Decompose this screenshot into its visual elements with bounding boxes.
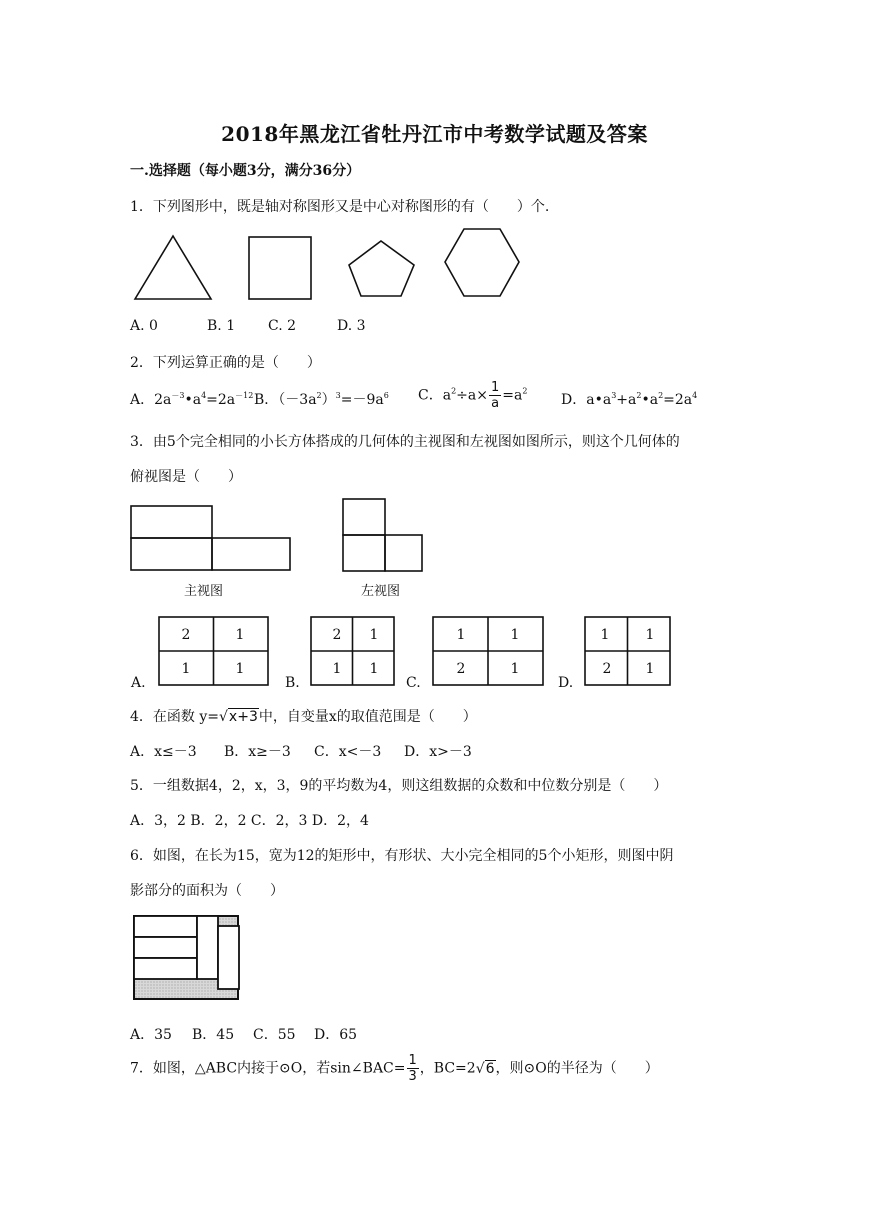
q6-option-c: C．55 (253, 1027, 296, 1043)
grid-b-cell: 1 (332, 661, 342, 677)
q4-option-d: D．x>－3 (404, 744, 472, 760)
q2-fraction: $\frac{1}{a}$ (490, 380, 500, 411)
grid-d-cell: 1 (600, 627, 610, 643)
sqrt-expression: √x+3 (219, 709, 258, 725)
q6-option-a: A．35 (130, 1027, 172, 1043)
grid-c-cell: 1 (510, 661, 520, 677)
q5-stem: 5．一组数据4，2，x，3，9的平均数为4，则这组数据的众数和中位数分别是（ ） (130, 778, 668, 794)
q3-option-c: C. (406, 675, 421, 691)
small-rectangle (134, 916, 197, 937)
q4-option-c: C．x<－3 (314, 744, 382, 760)
q6-option-b: B．45 (192, 1027, 235, 1043)
grid-d-cell: 2 (602, 661, 612, 677)
q5-options: A．3，2 B．2，2 C．2，3 D．2，4 (130, 813, 369, 829)
q1-option-d: D. 3 (337, 318, 366, 334)
grid-d-cell: 1 (645, 627, 655, 643)
left-view-label: 左视图 (361, 584, 401, 599)
q4-option-a: A．x≤－3 (130, 744, 197, 760)
grid-c-cell: 1 (510, 627, 520, 643)
q2-option-b: B．$(-3a^2)^3=-9a^6$ (254, 391, 389, 408)
q3-stem-line2: 俯视图是（ ） (130, 469, 242, 485)
grid-a-cell: 2 (181, 627, 191, 643)
q3-option-a: A. (131, 675, 146, 691)
q1-stem: 1．下列图形中，既是轴对称图形又是中心对称图形的有（ ）个. (130, 199, 550, 215)
q3-stem-line1: 3．由5个完全相同的小长方体搭成的几何体的主视图和左视图如图所示，则这个几何体的 (130, 434, 680, 450)
small-rectangle (218, 926, 239, 989)
grid-a-cell: 1 (235, 661, 245, 677)
grid-b-cell: 1 (369, 661, 379, 677)
page-title: 2018年黑龙江省牡丹江市中考数学试题及答案 (221, 122, 648, 146)
q7-fraction: $\frac{1}{3}$ (408, 1053, 417, 1084)
section-heading: 一.选择题（每小题3分，满分36分） (130, 163, 361, 179)
q4-stem: 4．在函数 y=√x+3中，自变量x的取值范围是（ ） (130, 709, 477, 725)
small-rectangle (134, 958, 197, 979)
grid-d-cell: 1 (645, 661, 655, 677)
grid-c-cell: 1 (456, 627, 466, 643)
q3-option-d: D. (558, 675, 574, 691)
q2-option-a: A．$2a^{-3}•a^4=2a^{-12}$ (130, 391, 254, 408)
q4-option-b: B．x≥－3 (224, 744, 291, 760)
grid-c-cell: 2 (456, 661, 466, 677)
q6-option-d: D．65 (314, 1027, 358, 1043)
small-rectangle (197, 916, 218, 979)
grid-b-cell: 2 (332, 627, 342, 643)
q2-stem: 2．下列运算正确的是（ ） (130, 355, 321, 371)
q2-option-d: D．$a•a^3+a^2•a^2=2a^4$ (561, 391, 698, 408)
sqrt-expression: √6 (475, 1060, 495, 1077)
q6-stem-line1: 6．如图，在长为15，宽为12的矩形中，有形状、大小完全相同的5个小矩形，则图中阴 (130, 848, 674, 864)
q2-option-c: C．$a^2\div a\times$ $\frac{1}{a}$ $=a^2$ (418, 380, 528, 411)
grid-a-cell: 1 (235, 627, 245, 643)
front-view-label: 主视图 (184, 584, 224, 599)
q1-option-a: A. 0 (130, 318, 158, 334)
small-rectangle (134, 937, 197, 958)
q6-stem-line2: 影部分的面积为（ ） (130, 883, 284, 899)
q3-option-b: B. (285, 675, 300, 691)
q7-stem: 7．如图，△ABC内接于⊙O，若sin∠BAC= $\frac{1}{3}$ ，BC=2√6，则⊙O的半径为（ ） (130, 1053, 659, 1084)
grid-a-cell: 1 (181, 661, 191, 677)
q1-option-b: B. 1 (207, 318, 236, 334)
grid-b-cell: 1 (369, 627, 379, 643)
q1-option-c: C. 2 (268, 318, 297, 334)
